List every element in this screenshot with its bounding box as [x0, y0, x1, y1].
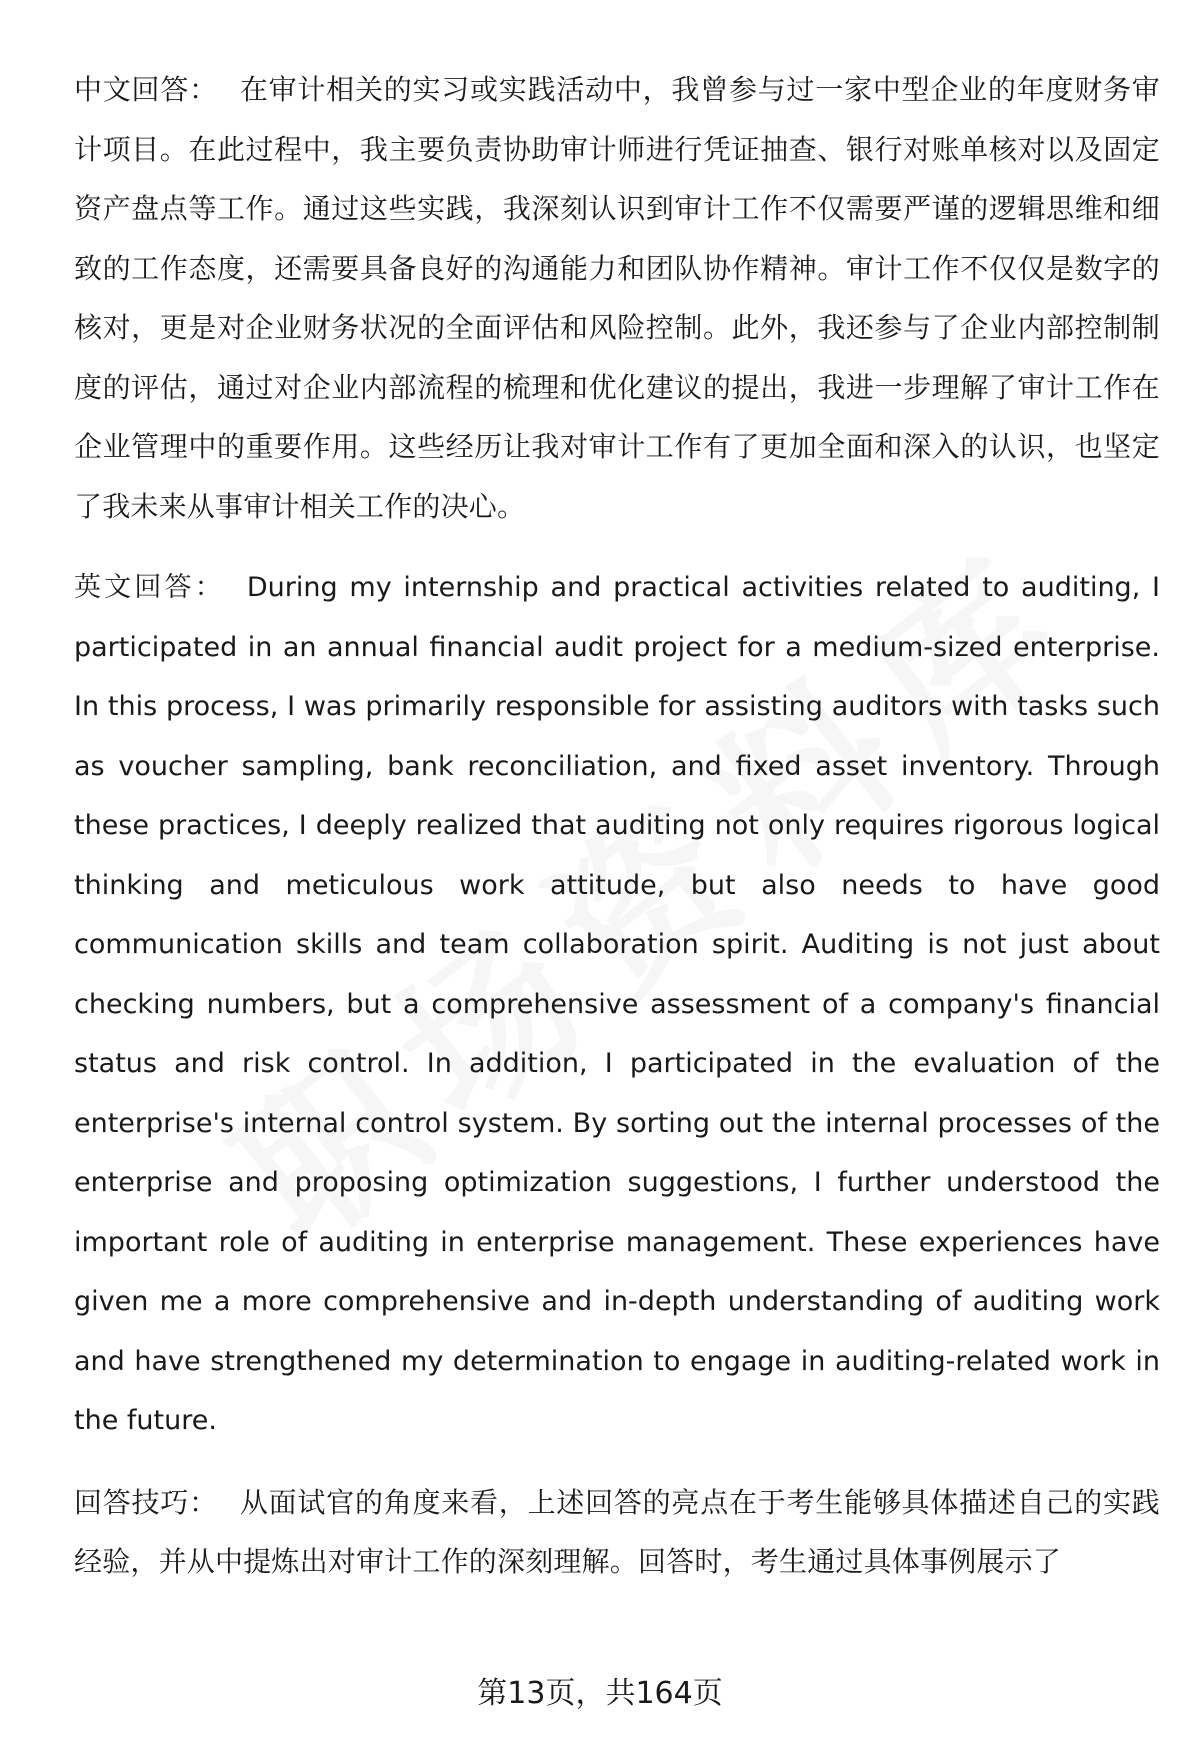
english-answer-label: 英文回答： [74, 572, 225, 603]
chinese-answer-label: 中文回答： [74, 73, 218, 106]
page-number: 第13页，共164页 [477, 1676, 723, 1711]
answer-tips-label: 回答技巧： [74, 1485, 218, 1519]
answer-tips-paragraph [74, 1473, 1160, 1592]
chinese-answer-text: 在审计相关的实习或实践活动中，我曾参与过一家中型企业的年度财务审计项目。在此过程中，我主要负责协助审计师进行凭证抽查、银行对账单核对以及固定资产盘点等工作。通过这些实践，我深刻认识到审计工作不仅需要严谨的逻辑思维和细致的工作态度，还需要具备良好的沟通能力和团队协作精神。审计工作不仅仅是数字的核对，更是对企业财务状况的全面评估和风险控制。此外，我还参与了企业内部控制制度的评估，通过对企业内部流程的梳理和优化建议的提出，我进一步理解了审计工作在企业管理中的重要作用。这些经历让我对审计工作有了更加全面和深入的认识，也坚定了我未来从事审计相关工作的决心。 [74, 73, 1160, 523]
chinese-answer-paragraph [74, 60, 1160, 536]
english-answer-text: During my internship and practical activities related to auditing, I participated in an annual financial audit project for a medium-sized enterprise. In this process, I was primarily responsible for assisting auditors with tasks such as voucher sampling, bank reconciliation, and fixed asset inventory. Through these practices, I deeply realized that auditing not only requires rigorous logical thinking and meticulous work attitude, but also needs to have good communication skills and team collaboration spirit. Auditing is not just about checking numbers, but a comprehensive assessment of a company's financial status and risk control. In addition, I participated in the evaluation of the enterprise's internal control system. By sorting out the internal processes of the enterprise and proposing optimization suggestions, I further understood the important role of auditing in enterprise management. These experiences have given me a more comprehensive and in-depth understanding of auditing work and have strengthened my determination to engage in auditing-related work in the future. [74, 572, 1160, 1436]
english-answer-paragraph [74, 558, 1160, 1451]
document-page [74, 60, 1160, 1614]
answer-tips-text: 从面试官的角度来看，上述回答的亮点在于考生能够具体描述自己的实践经验，并从中提炼出对审计工作的深刻理解。回答时，考生通过具体事例展示了 [74, 1485, 1160, 1578]
